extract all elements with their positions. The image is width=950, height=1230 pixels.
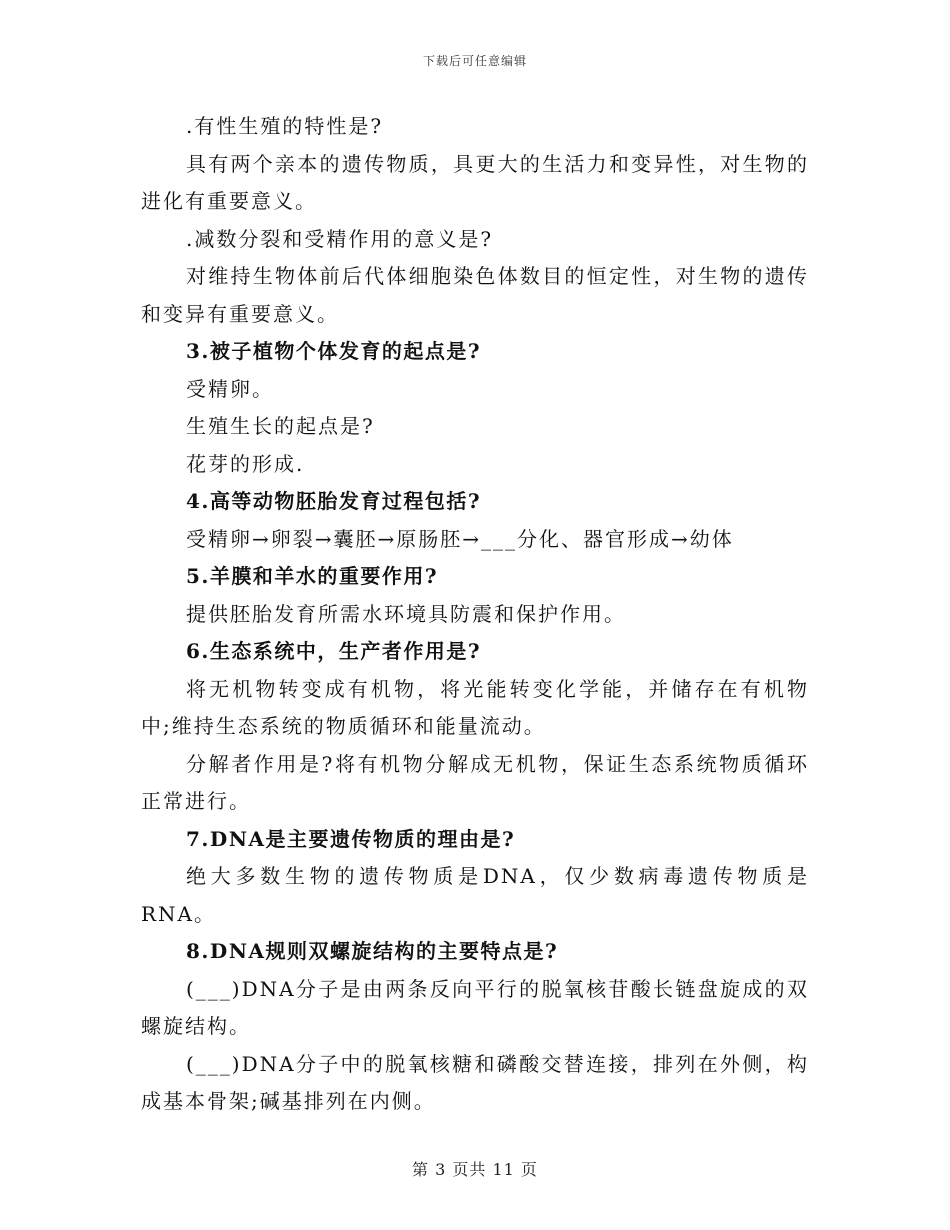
- question-heading: 7.DNA是主要遗传物质的理由是?: [186, 826, 516, 851]
- page-header: 下载后可任意编辑: [422, 54, 527, 68]
- paragraph: 分解者作用是?将有机物分解成无机物，保证生态系统物质循环正常进行。: [141, 751, 809, 813]
- paragraph: 花芽的形成.: [186, 451, 305, 476]
- paragraph: .减数分裂和受精作用的意义是?: [186, 226, 494, 251]
- paragraph: (___)DNA分子中的脱氧核糖和磷酸交替连接，排列在外侧，构成基本骨架;碱基排列在内侧。: [141, 1051, 809, 1113]
- paragraph: 受精卵→卵裂→囊胚→原肠胚→___分化、器官形成→幼体: [186, 526, 734, 551]
- paragraph: 生殖生长的起点是?: [186, 414, 375, 438]
- paragraph: 提供胚胎发育所需水环境具防震和保护作用。: [186, 601, 626, 626]
- question-heading: 3.被子植物个体发育的起点是?: [186, 339, 482, 363]
- paragraph: (___)DNA分子是由两条反向平行的脱氧核苷酸长链盘旋成的双螺旋结构。: [141, 976, 809, 1038]
- question-heading: 4.高等动物胚胎发育过程包括?: [186, 489, 482, 513]
- page-footer: 第 3 页共 11 页: [412, 1160, 538, 1179]
- paragraph: .有性生殖的特性是?: [186, 114, 384, 138]
- question-heading: 5.羊膜和羊水的重要作用?: [186, 564, 439, 588]
- question-heading: 6.生态系统中，生产者作用是?: [186, 639, 482, 663]
- paragraph: 受精卵。: [186, 376, 274, 401]
- paragraph: 将无机物转变成有机物，将光能转变化学能，并储存在有机物中;维持生态系统的物质循环和能量流动。: [141, 676, 809, 738]
- paragraph: 绝大多数生物的遗传物质是DNA，仅少数病毒遗传物质是RNA。: [141, 864, 809, 926]
- paragraph: 具有两个亲本的遗传物质，具更大的生活力和变异性，对生物的进化有重要意义。: [141, 151, 809, 213]
- paragraph: 对维持生物体前后代体细胞染色体数目的恒定性，对生物的遗传和变异有重要意义。: [141, 264, 809, 326]
- page-content: [141, 108, 809, 1121]
- question-heading: 8.DNA规则双螺旋结构的主要特点是?: [186, 939, 559, 963]
